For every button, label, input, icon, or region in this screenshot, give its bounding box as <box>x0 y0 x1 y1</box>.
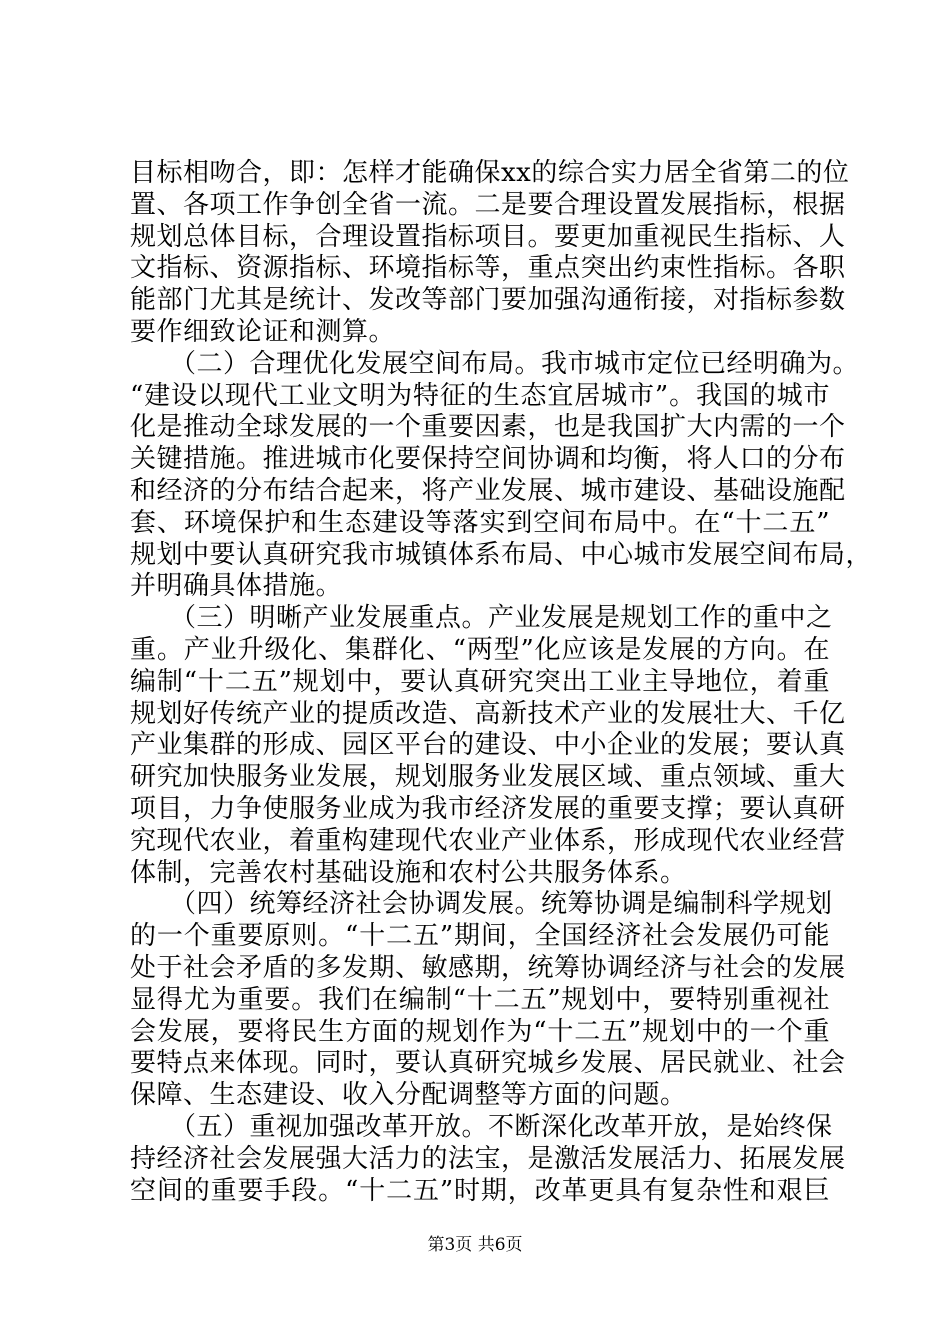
text-line: 项目，力争使服务业成为我市经济发展的重要支撑；要认真研 <box>130 793 846 824</box>
text-line: （二）合理优化发展空间布局。我市城市定位已经明确为。 <box>130 348 860 379</box>
text-line: 和经济的分布结合起来，将产业发展、城市建设、基础设施配 <box>130 475 846 506</box>
text-line: 保障、生态建设、收入分配调整等方面的问题。 <box>130 1080 687 1111</box>
text-line: 研究加快服务业发展，规划服务业发展区域、重点领域、重大 <box>130 762 846 793</box>
text-line: 要作细致论证和测算。 <box>130 316 396 347</box>
body-text <box>130 158 873 1207</box>
page-footer: 第3页 共6页 <box>427 1235 523 1255</box>
text-line: 产业集群的形成、园区平台的建设、中小企业的发展；要认真 <box>130 730 846 761</box>
text-line: 置、各项工作争创全省一流。二是要合理设置发展指标，根据 <box>130 189 846 220</box>
text-line: 关键措施。推进城市化要保持空间协调和均衡，将人口的分布 <box>130 444 846 475</box>
text-line: 重。产业升级化、集群化、“两型”化应该是发展的方向。在 <box>130 634 830 665</box>
text-line: 文指标、资源指标、环境指标等，重点突出约束性指标。各职 <box>130 253 846 284</box>
text-line: 化是推动全球发展的一个重要因素，也是我国扩大内需的一个 <box>130 412 846 443</box>
text-line: 体制，完善农村基础设施和农村公共服务体系。 <box>130 857 687 888</box>
text-line: 处于社会矛盾的多发期、敏感期，统筹协调经济与社会的发展 <box>130 952 846 983</box>
text-line: 空间的重要手段。“十二五”时期，改革更具有复杂性和艰巨 <box>130 1175 830 1206</box>
text-line: “建设以现代工业文明为特征的生态宜居城市”。我国的城市 <box>130 380 830 411</box>
text-line: 究现代农业，着重构建现代农业产业体系，形成现代农业经营 <box>130 825 846 856</box>
text-line: 持经济社会发展强大活力的法宝，是激活发展活力、拓展发展 <box>130 1143 846 1174</box>
text-line: 套、环境保护和生态建设等落实到空间布局中。在“十二五” <box>130 507 830 538</box>
text-line: 显得尤为重要。我们在编制“十二五”规划中，要特别重视社 <box>130 984 830 1015</box>
text-line: 规划好传统产业的提质改造、高新技术产业的发展壮大、千亿 <box>130 698 846 729</box>
text-line: （四）统筹经济社会协调发展。统筹协调是编制科学规划 <box>130 889 833 920</box>
text-line: 会发展，要将民生方面的规划作为“十二五”规划中的一个重 <box>130 1016 830 1047</box>
text-line: 规划总体目标，合理设置指标项目。要更加重视民生指标、人 <box>130 221 846 252</box>
text-line: 的一个重要原则。“十二五”期间，全国经济社会发展仍可能 <box>130 921 830 952</box>
text-line: 规划中要认真研究我市城镇体系布局、中心城市发展空间布局， <box>130 539 873 570</box>
text-line: 能部门尤其是统计、发改等部门要加强沟通衔接，对指标参数 <box>130 285 846 316</box>
text-line: 目标相吻合，即：怎样才能确保xx的综合实力居全省第二的位 <box>130 158 850 188</box>
text-line: 编制“十二五”规划中，要认真研究突出工业主导地位，着重 <box>130 666 830 697</box>
text-line: 并明确具体措施。 <box>130 571 343 602</box>
text-line: 要特点来体现。同时，要认真研究城乡发展、居民就业、社会 <box>130 1048 846 1079</box>
text-line: （五）重视加强改革开放。不断深化改革开放，是始终保 <box>130 1111 833 1142</box>
text-line: （三）明晰产业发展重点。产业发展是规划工作的重中之 <box>130 603 833 634</box>
